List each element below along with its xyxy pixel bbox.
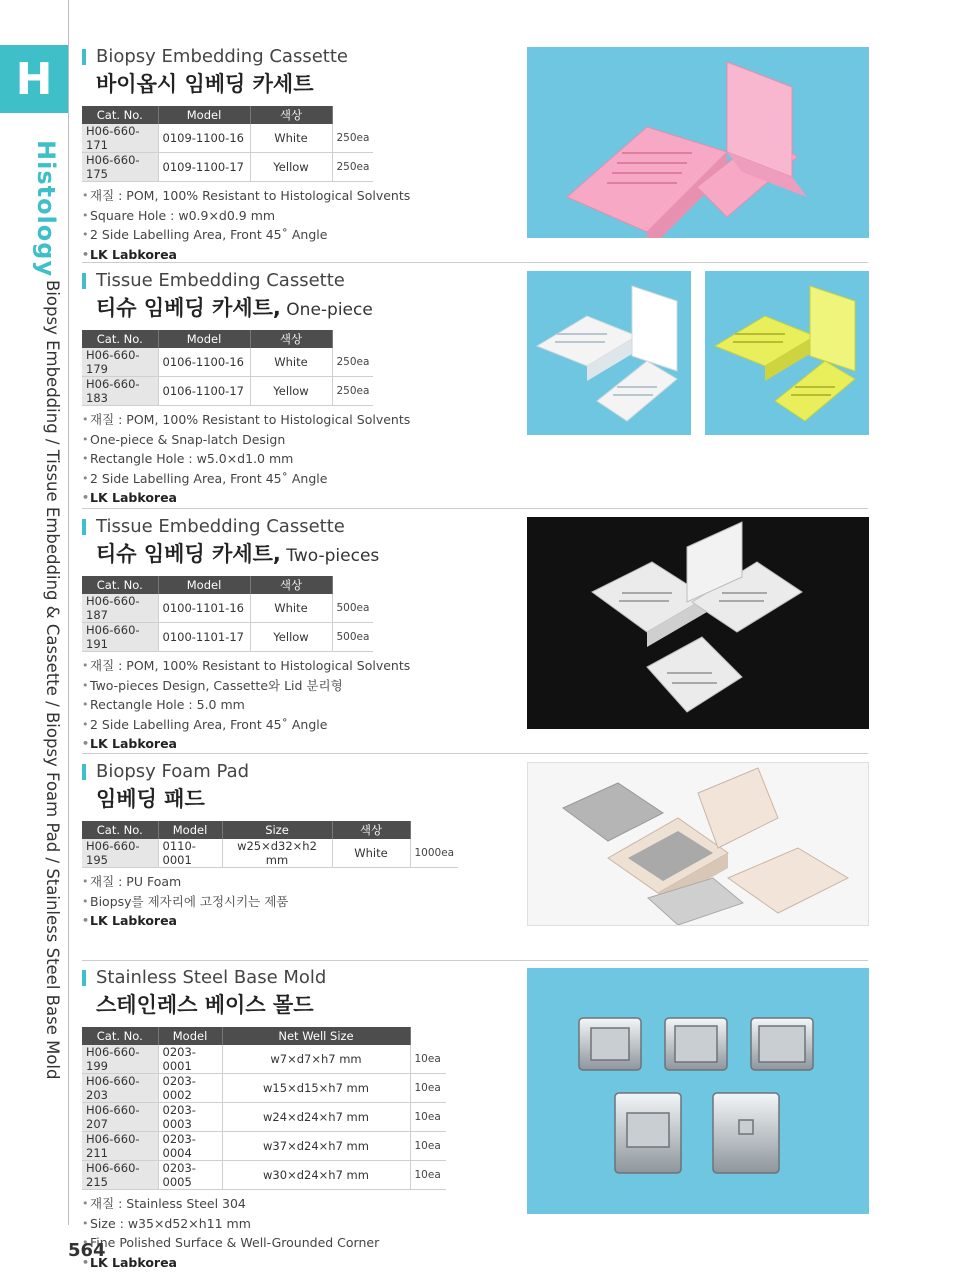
- cell-qty: 10ea: [410, 1045, 446, 1074]
- section-divider: [82, 262, 868, 263]
- cell-qty: 250ea: [332, 377, 373, 406]
- table-row: [82, 1161, 446, 1190]
- header-cat-no: Cat. No.: [82, 1027, 158, 1045]
- brand-item: • LK Labkorea: [82, 245, 882, 265]
- brand-item: • LK Labkorea: [82, 1253, 882, 1273]
- cell-cat-no: H06-660-179: [82, 348, 158, 377]
- cell-color: White: [250, 124, 332, 153]
- cell-qty: 10ea: [410, 1132, 446, 1161]
- photo-stainless-molds: [527, 968, 869, 1214]
- header-cat-no: Cat. No.: [82, 821, 158, 839]
- feature-item: • 2 Side Labelling Area, Front 45˚ Angle: [82, 469, 882, 489]
- header-model: Model: [158, 106, 250, 124]
- cell-model: 0106-1100-16: [158, 348, 250, 377]
- header-net-well-size: Net Well Size: [222, 1027, 410, 1045]
- section-tab-letter: H: [0, 45, 68, 113]
- feature-item: • 2 Side Labelling Area, Front 45˚ Angle: [82, 225, 882, 245]
- cell-qty: 10ea: [410, 1103, 446, 1132]
- section-title-en: Biopsy Foam Pad: [82, 761, 882, 783]
- table-header-row: [82, 330, 373, 348]
- cell-model: 0106-1100-17: [158, 377, 250, 406]
- cell-model: 0109-1100-17: [158, 153, 250, 182]
- cell-color: Yellow: [250, 623, 332, 652]
- cell-cat-no: H06-660-195: [82, 839, 158, 868]
- cell-cat-no: H06-660-203: [82, 1074, 158, 1103]
- photo-yellow-cassette: [705, 271, 869, 435]
- feature-item: • 재질 : POM, 100% Resistant to Histological Solvents: [82, 410, 882, 430]
- cell-model: 0203-0005: [158, 1161, 222, 1190]
- foam-pad-illustration: [528, 763, 869, 926]
- cell-net-well-size: w15×d15×h7 mm: [222, 1074, 410, 1103]
- side-category-label: Histology: [32, 140, 60, 278]
- table-row: [82, 377, 373, 406]
- section-title-en: Tissue Embedding Cassette: [82, 516, 882, 538]
- section-title-en: Stainless Steel Base Mold: [82, 967, 882, 989]
- cell-net-well-size: w24×d24×h7 mm: [222, 1103, 410, 1132]
- table-row: [82, 348, 373, 377]
- feature-item: • Fine Polished Surface & Well-Grounded Corner: [82, 1233, 882, 1253]
- table-header-row: [82, 821, 458, 839]
- table-header-row: [82, 106, 373, 124]
- cell-model: 0203-0002: [158, 1074, 222, 1103]
- title-suffix: One-piece: [280, 300, 373, 320]
- cell-color: White: [250, 348, 332, 377]
- header-qty-spacer: [410, 1027, 446, 1045]
- spec-table: [82, 330, 373, 406]
- title-ko-text: 바이옵시 임베딩 카세트: [96, 72, 314, 96]
- cell-qty: 10ea: [410, 1161, 446, 1190]
- photo-white-cassette: [527, 271, 691, 435]
- table-row: [82, 124, 373, 153]
- section-title-en: Biopsy Embedding Cassette: [82, 46, 882, 68]
- title-ko-text: 티슈 임베딩 카세트,: [96, 542, 281, 566]
- spec-table: [82, 576, 373, 652]
- cell-size: w25×d32×h2 mm: [222, 839, 332, 868]
- table-header-row: [82, 1027, 446, 1045]
- cell-color: White: [332, 839, 410, 868]
- cell-color: Yellow: [250, 377, 332, 406]
- side-subtitle-label: Biopsy Embedding / Tissue Embedding & Cassette / Biopsy Foam Pad / Stainless Steel Base Mold: [43, 280, 62, 1080]
- brand-item: • LK Labkorea: [82, 911, 882, 931]
- cassette-illustration: [527, 47, 869, 238]
- table-row: [82, 1074, 446, 1103]
- cell-cat-no: H06-660-215: [82, 1161, 158, 1190]
- section-divider: [82, 960, 868, 961]
- section-divider: [82, 753, 868, 754]
- title-suffix: Two-pieces: [280, 546, 380, 566]
- steel-molds-illustration: [527, 968, 869, 1214]
- cassette-illustration: [527, 271, 691, 435]
- cell-qty: 1000ea: [410, 839, 458, 868]
- feature-item: • 2 Side Labelling Area, Front 45˚ Angle: [82, 715, 882, 735]
- header-qty-spacer: [410, 821, 458, 839]
- cell-qty: 10ea: [410, 1074, 446, 1103]
- table-row: [82, 623, 373, 652]
- cell-model: 0100-1101-17: [158, 623, 250, 652]
- cell-qty: 250ea: [332, 348, 373, 377]
- title-ko-text: 티슈 임베딩 카세트,: [96, 296, 281, 320]
- page-number: 564: [68, 1240, 106, 1261]
- cell-qty: 500ea: [332, 623, 373, 652]
- section-title-en: Tissue Embedding Cassette: [82, 270, 882, 292]
- table-row: [82, 1045, 446, 1074]
- cassette-illustration: [527, 517, 869, 729]
- header-model: Model: [158, 1027, 222, 1045]
- spec-table: [82, 1027, 446, 1190]
- title-ko-text: 임베딩 패드: [96, 787, 205, 811]
- brand-item: • LK Labkorea: [82, 734, 882, 754]
- feature-item: • Rectangle Hole : w5.0×d1.0 mm: [82, 449, 882, 469]
- side-divider-line: [68, 0, 69, 1225]
- photo-two-piece-cassette: [527, 517, 869, 729]
- header-color: 색상: [332, 821, 410, 839]
- feature-item: • Square Hole : w0.9×d0.9 mm: [82, 206, 882, 226]
- cell-net-well-size: w30×d24×h7 mm: [222, 1161, 410, 1190]
- cell-color: White: [250, 594, 332, 623]
- header-color: 색상: [250, 330, 332, 348]
- feature-item: • 재질 : POM, 100% Resistant to Histological Solvents: [82, 656, 882, 676]
- header-cat-no: Cat. No.: [82, 106, 158, 124]
- cell-cat-no: H06-660-171: [82, 124, 158, 153]
- cell-net-well-size: w37×d24×h7 mm: [222, 1132, 410, 1161]
- table-row: [82, 594, 373, 623]
- feature-item: • Two-pieces Design, Cassette와 Lid 분리형: [82, 676, 882, 696]
- cassette-illustration: [705, 271, 869, 435]
- cell-model: 0110-0001: [158, 839, 222, 868]
- cell-qty: 250ea: [332, 124, 373, 153]
- photo-pink-cassette: [527, 47, 869, 238]
- table-header-row: [82, 576, 373, 594]
- cell-cat-no: H06-660-187: [82, 594, 158, 623]
- cell-model: 0100-1101-16: [158, 594, 250, 623]
- cell-model: 0109-1100-16: [158, 124, 250, 153]
- header-qty-spacer: [332, 330, 373, 348]
- cell-cat-no: H06-660-175: [82, 153, 158, 182]
- feature-item: • 재질 : PU Foam: [82, 872, 882, 892]
- cell-cat-no: H06-660-207: [82, 1103, 158, 1132]
- section-divider: [82, 508, 868, 509]
- table-row: [82, 839, 458, 868]
- photo-foam-pad: [527, 762, 869, 926]
- feature-item: • 재질 : POM, 100% Resistant to Histological Solvents: [82, 186, 882, 206]
- header-qty-spacer: [332, 576, 373, 594]
- cell-color: Yellow: [250, 153, 332, 182]
- cell-qty: 250ea: [332, 153, 373, 182]
- table-row: [82, 1132, 446, 1161]
- cell-cat-no: H06-660-199: [82, 1045, 158, 1074]
- cell-cat-no: H06-660-211: [82, 1132, 158, 1161]
- cell-net-well-size: w7×d7×h7 mm: [222, 1045, 410, 1074]
- spec-table: [82, 106, 373, 182]
- spec-table: [82, 821, 458, 868]
- cell-model: 0203-0004: [158, 1132, 222, 1161]
- header-color: 색상: [250, 576, 332, 594]
- cell-model: 0203-0001: [158, 1045, 222, 1074]
- header-model: Model: [158, 576, 250, 594]
- header-model: Model: [158, 821, 222, 839]
- header-model: Model: [158, 330, 250, 348]
- header-cat-no: Cat. No.: [82, 330, 158, 348]
- brand-item: • LK Labkorea: [82, 488, 882, 508]
- cell-cat-no: H06-660-183: [82, 377, 158, 406]
- cell-model: 0203-0003: [158, 1103, 222, 1132]
- table-row: [82, 153, 373, 182]
- title-ko-text: 스테인레스 베이스 몰드: [96, 993, 314, 1017]
- feature-item: • One-piece & Snap-latch Design: [82, 430, 882, 450]
- feature-item: • Rectangle Hole : 5.0 mm: [82, 695, 882, 715]
- table-row: [82, 1103, 446, 1132]
- feature-item: • Size : w35×d52×h11 mm: [82, 1214, 882, 1234]
- header-size: Size: [222, 821, 332, 839]
- header-color: 색상: [250, 106, 332, 124]
- cell-qty: 500ea: [332, 594, 373, 623]
- cell-cat-no: H06-660-191: [82, 623, 158, 652]
- feature-item: • 재질 : Stainless Steel 304: [82, 1194, 882, 1214]
- header-cat-no: Cat. No.: [82, 576, 158, 594]
- header-qty-spacer: [332, 106, 373, 124]
- feature-item: • Biopsy를 제자리에 고정시키는 제품: [82, 892, 882, 912]
